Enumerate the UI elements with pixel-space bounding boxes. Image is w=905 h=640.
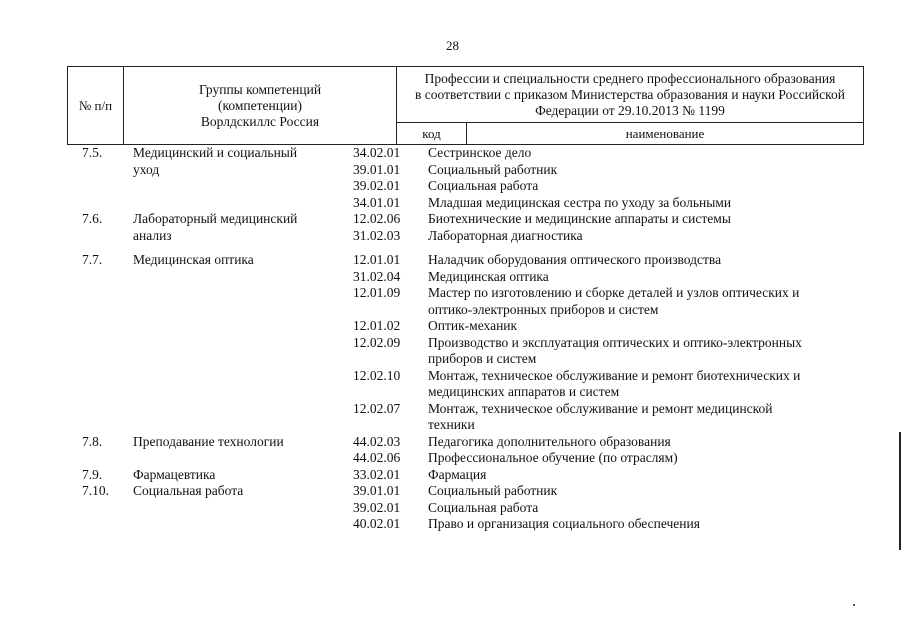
profession-code: 12.01.01 [353, 252, 401, 267]
profession-name: Производство и эксплуатация оптических и оптико-электронных приборов и систем [428, 334, 802, 366]
header-professions: Профессии и специальности среднего профессионального образования в соответствии с приказом Министерства образования и науки Российской Федерации от 29.10.2013 № 1199 [397, 67, 863, 123]
group-number: 7.8. [82, 433, 103, 449]
profession-name: Социальная работа [428, 178, 539, 193]
group-items [353, 145, 864, 211]
table-group [67, 145, 864, 211]
profession-code: 12.02.07 [353, 400, 401, 416]
table-row [353, 450, 864, 467]
table-row [353, 162, 864, 179]
table-row [353, 145, 864, 162]
group-number: 7.9. [82, 466, 103, 482]
profession-code: 31.02.03 [353, 227, 401, 243]
table-row [353, 434, 864, 451]
competency-table [67, 66, 864, 533]
profession-name: Мастер по изготовлению и сборке деталей и узлов оптических и оптико-электронных приборов и систем [428, 285, 800, 317]
profession-name: Сестринское дело [428, 145, 532, 160]
table-group [67, 434, 864, 467]
profession-code: 40.02.01 [353, 516, 401, 531]
profession-name: Фармация [428, 466, 487, 482]
profession-name: Лабораторная диагностика [428, 227, 583, 243]
profession-name: Профессиональное обучение (по отраслям) [428, 450, 678, 465]
group-number: 7.10. [82, 483, 109, 498]
header-number: № п/п [68, 67, 124, 144]
group-items [353, 252, 864, 434]
group-title: Медицинская оптика [133, 252, 254, 267]
group-number: 7.5. [82, 145, 103, 160]
profession-name: Наладчик оборудования оптического производства [428, 252, 722, 267]
profession-code: 12.01.09 [353, 285, 401, 300]
profession-name: Право и организация социального обеспечения [428, 516, 700, 531]
scan-margin-line [899, 432, 901, 550]
header-code: код [397, 123, 467, 144]
profession-name: Социальный работник [428, 161, 558, 177]
table-body [67, 145, 864, 533]
profession-name: Оптик-механик [428, 318, 518, 333]
profession-code: 39.01.01 [353, 483, 401, 498]
table-group [67, 211, 864, 244]
table-header [67, 66, 864, 145]
profession-code: 44.02.06 [353, 450, 401, 465]
group-title: Социальная работа [133, 483, 244, 498]
table-row [353, 467, 864, 484]
group-items [353, 211, 864, 244]
group-title: Медицинский и социальный уход [133, 145, 298, 177]
profession-name: Социальная работа [428, 499, 539, 515]
profession-code: 44.02.03 [353, 433, 401, 449]
profession-code: 31.02.04 [353, 268, 401, 284]
group-items [353, 483, 864, 533]
table-row [353, 252, 864, 269]
profession-code: 39.02.01 [353, 178, 401, 193]
header-competency-groups: Группы компетенций (компетенции) Ворлдскиллс Россия [124, 67, 397, 144]
page-number: 28 [446, 38, 459, 53]
table-row [353, 211, 864, 228]
profession-code: 12.02.06 [353, 211, 401, 226]
profession-code: 34.02.01 [353, 145, 401, 160]
group-number: 7.6. [82, 211, 103, 226]
table-row [353, 483, 864, 500]
profession-code: 34.01.01 [353, 194, 401, 210]
table-row [353, 269, 864, 286]
table-row [353, 335, 864, 368]
group-title: Фармацевтика [133, 466, 216, 482]
profession-name: Монтаж, техническое обслуживание и ремонт биотехнических и медицинских аппаратов и систем [428, 367, 801, 399]
profession-name: Младшая медицинская сестра по уходу за больными [428, 194, 732, 210]
profession-code: 39.02.01 [353, 499, 401, 515]
table-row [353, 368, 864, 401]
group-number: 7.7. [82, 252, 103, 267]
profession-code: 12.02.09 [353, 334, 401, 350]
profession-code: 12.01.02 [353, 318, 401, 333]
profession-code: 12.02.10 [353, 367, 401, 383]
profession-name: Монтаж, техническое обслуживание и ремонт медицинской техники [428, 400, 773, 432]
table-group [67, 483, 864, 533]
group-items [353, 467, 864, 484]
table-row [353, 401, 864, 434]
table-row [353, 516, 864, 533]
table-row [353, 228, 864, 245]
group-title: Лабораторный медицинский анализ [133, 211, 298, 243]
profession-name: Биотехнические и медицинские аппараты и системы [428, 211, 731, 226]
table-row [353, 195, 864, 212]
profession-name: Социальный работник [428, 483, 558, 498]
table-group [67, 467, 864, 484]
table-row [353, 285, 864, 318]
table-row [353, 500, 864, 517]
profession-code: 39.01.01 [353, 161, 401, 177]
table-row [353, 178, 864, 195]
profession-code: 33.02.01 [353, 466, 401, 482]
profession-name: Медицинская оптика [428, 268, 549, 284]
table-group [67, 252, 864, 434]
table-row [353, 318, 864, 335]
profession-name: Педагогика дополнительного образования [428, 433, 671, 449]
scan-speck [853, 604, 855, 606]
group-title: Преподавание технологии [133, 433, 284, 449]
group-items [353, 434, 864, 467]
header-name: наименование [625, 125, 705, 141]
